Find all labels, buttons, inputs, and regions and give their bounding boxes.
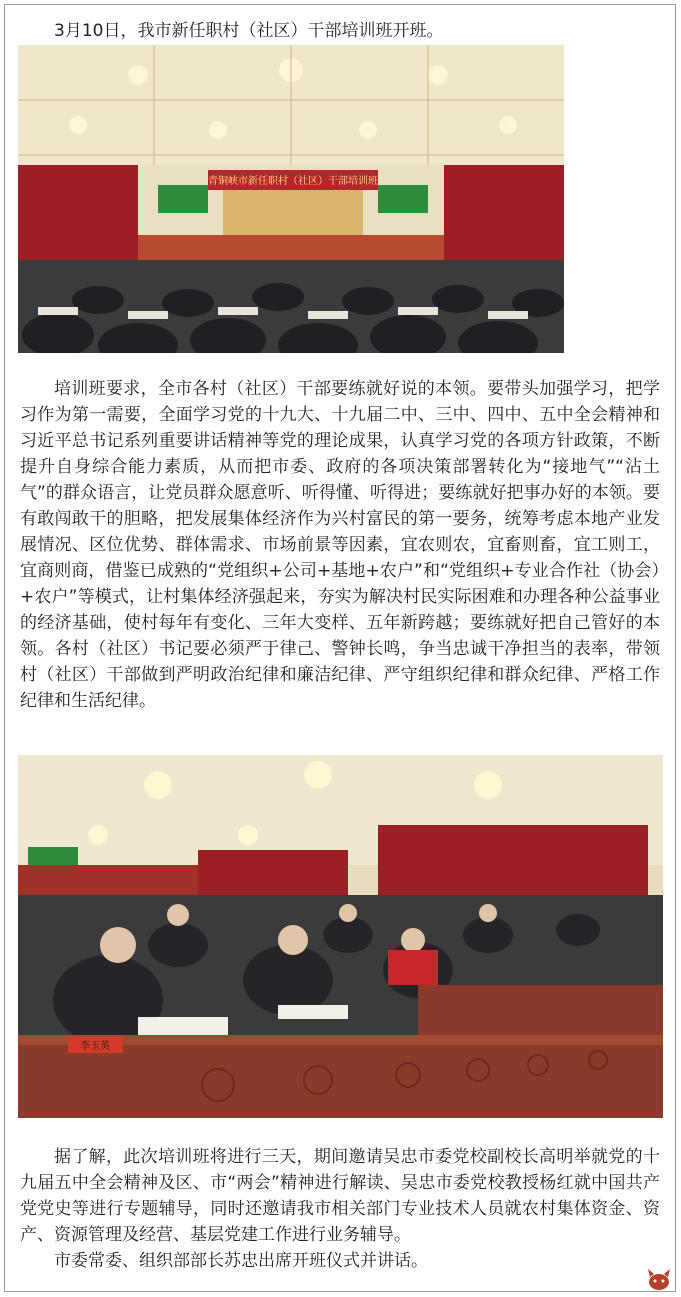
mascot-icon (645, 1267, 673, 1291)
intro-paragraph: 3月10日，我市新任职村（社区）干部培训班开班。 (54, 21, 444, 41)
closing-paragraph: 市委常委、组织部部长苏忠出席开班仪式并讲话。 (54, 1251, 428, 1271)
participants-photo (18, 755, 663, 1118)
conference-hall-photo (18, 45, 564, 353)
schedule-paragraph: 据了解，此次培训班将进行三天，期间邀请吴忠市委党校副校长高明举就党的十九届五中全会精神及区、市“两会”精神进行解读、吴忠市委党校教授杨红就中国共产党党史等进行专题辅导，同时还邀请我市相关部门专业技术人员就农村集体资金、资产、资源管理及经营、基层党建工作进行业务辅导。 (20, 1147, 660, 1245)
requirements-paragraph: 培训班要求，全市各村（社区）干部要练就好说的本领。要带头加强学习，把学习作为第一需要，全面学习党的十九大、十九届二中、三中、四中、五中全会精神和习近平总书记系列重要讲话精神等党的理论成果，认真学习党的各项方针政策，不断提升自身综合能力素质，从而把市委、政府的各项决策部署转化为“接地气”“沾土气”的群众语言，让党员群众愿意听、听得懂、听得进；要练就好把事办好的本领。要有敢闯敢干的胆略，把发展集体经济作为兴村富民的第一要务，统筹考虑本地产业发展情况、区位优势、群体需求、市场前景等因素，宜农则农，宜畜则畜，宜工则工，宜商则商，借鉴已成熟的“党组织+公司+基地+农户”和“党组织+专业合作社（协会）+农户”等模式，让村集体经济强起来，夯实为解决村民实际困难和办理各种公益事业的经济基础，使村每年有变化、三年大变样、五年新跨越；要练就好把自己管好的本领。各村（社区）书记要必须严于律己、警钟长鸣，争当忠诚干净担当的表率，带领村（社区）干部做到严明政治纪律和廉洁纪律、严守组织纪律和群众纪律、严格工作纪律和生活纪律。 (20, 379, 660, 711)
desk-nameplate-text: 李玉英 (80, 1041, 110, 1052)
hall-banner-text: 青铜峡市新任职村（社区）干部培训班 (208, 176, 378, 187)
